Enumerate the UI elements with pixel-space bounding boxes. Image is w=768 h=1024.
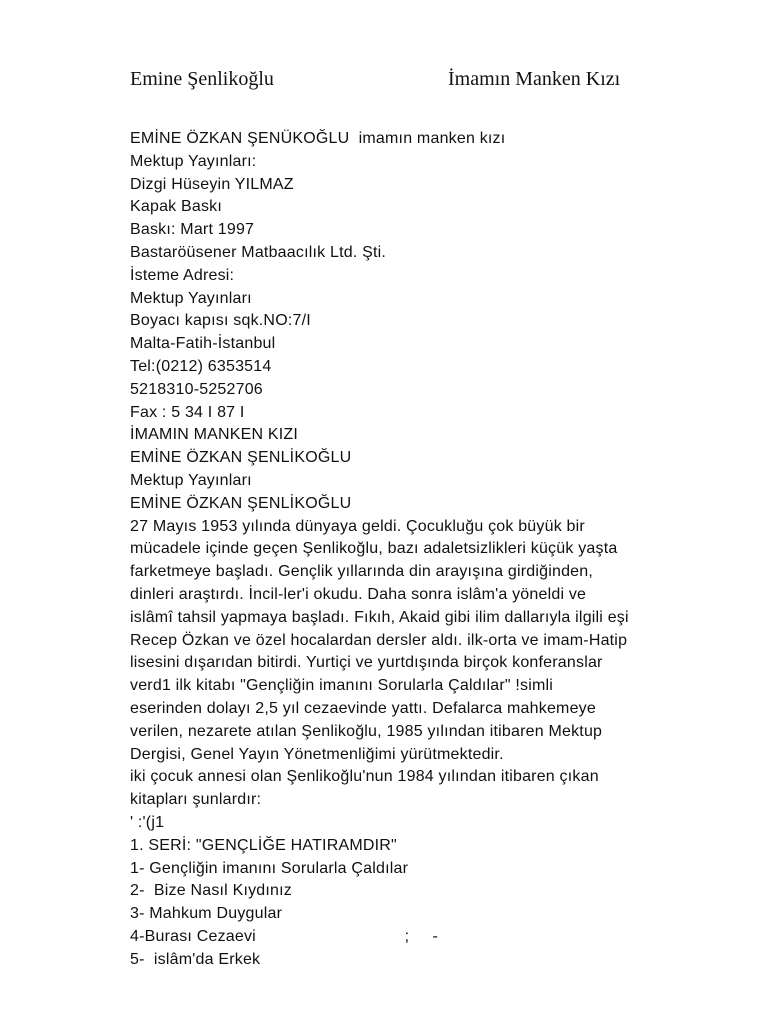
page-header (130, 64, 640, 94)
text-line: Mektup Yayınları (130, 289, 252, 307)
text-line: 1. SERİ: "GENÇLİĞE HATIRAMDIR" (130, 836, 397, 854)
document-body (130, 128, 650, 971)
text-line: EMİNE ÖZKAN ŞENLİKOĞLU (130, 449, 352, 467)
text-line: Baskı: Mart 1997 (130, 221, 255, 239)
text-line: Kapak Baskı (130, 198, 223, 216)
text-line: Recep Özkan ve özel hocalardan dersler aldı. ilk-orta ve imam-Hatip (130, 631, 628, 649)
book-title: İmamın Manken Kızı (448, 68, 621, 90)
text-line: Malta-Fatih-İstanbul (130, 335, 276, 353)
text-line: Dizgi Hüseyin YILMAZ (130, 175, 294, 193)
text-line: EMİNE ÖZKAN ŞENÜKOĞLU imamın manken kızı (130, 130, 506, 147)
text-line: lisesini dışarıdan bitirdi. Yurtiçi ve yurtdışında birçok konferanslar (130, 654, 603, 672)
text-line: 5- islâm'da Erkek (130, 950, 261, 968)
text-line: 4-Burası Cezaevi ; - (130, 927, 438, 945)
text-line: Mektup Yayınları (130, 471, 252, 489)
author-name: Emine Şenlikoğlu (130, 68, 274, 90)
text-line: 27 Mayıs 1953 yılında dünyaya geldi. Çocukluğu çok büyük bir (130, 517, 585, 535)
text-line: Boyacı kapısı sqk.NO:7/I (130, 312, 311, 330)
text-line: İsteme Adresi: (130, 266, 235, 284)
text-line: Mektup Yayınları: (130, 152, 257, 170)
text-line: farketmeye başladı. Gençlik yıllarında din arayışına girdiğinden, (130, 563, 594, 581)
text-line: Bastaröüsener Matbaacılık Ltd. Şti. (130, 243, 387, 261)
text-line: islâmî tahsil yapmaya başladı. Fıkıh, Akaid gibi ilim dallarıyla ilgili eşi (130, 608, 629, 626)
text-line: 2- Bize Nasıl Kıydınız (130, 882, 292, 900)
text-line: İMAMIN MANKEN KIZI (130, 426, 299, 444)
text-line: dinleri araştırdı. İncil-ler'i okudu. Daha sonra islâm'a yöneldi ve (130, 585, 587, 603)
text-line: mücadele içinde geçen Şenlikoğlu, bazı adaletsizlikleri küçük yaşta (130, 540, 618, 558)
text-line: iki çocuk annesi olan Şenlikoğlu'nun 1984 yılından itibaren çıkan (130, 768, 599, 786)
text-line: ' :'(j1 (130, 813, 165, 831)
text-line: Dergisi, Genel Yayın Yönetmenliğimi yürütmektedir. (130, 745, 504, 763)
text-line: 1- Gençliğin imanını Sorularla Çaldılar (130, 859, 409, 877)
text-line: kitapları şunlardır: (130, 791, 262, 809)
text-line: EMİNE ÖZKAN ŞENLİKOĞLU (130, 494, 352, 512)
text-line: verilen, nezarete atılan Şenlikoğlu, 1985 yılından itibaren Mektup (130, 722, 603, 740)
text-line: Fax : 5 34 I 87 I (130, 403, 245, 421)
text-line: 3- Mahkum Duygular (130, 905, 283, 923)
text-line: Tel:(0212) 6353514 (130, 357, 272, 375)
text-line: eserinden dolayı 2,5 yıl cezaevinde yattı. Defalarca mahkemeye (130, 699, 596, 717)
text-line: 5218310-5252706 (130, 380, 263, 398)
text-line: verd1 ilk kitabı "Gençliğin imanını Sorularla Çaldılar" !simli (130, 677, 554, 695)
